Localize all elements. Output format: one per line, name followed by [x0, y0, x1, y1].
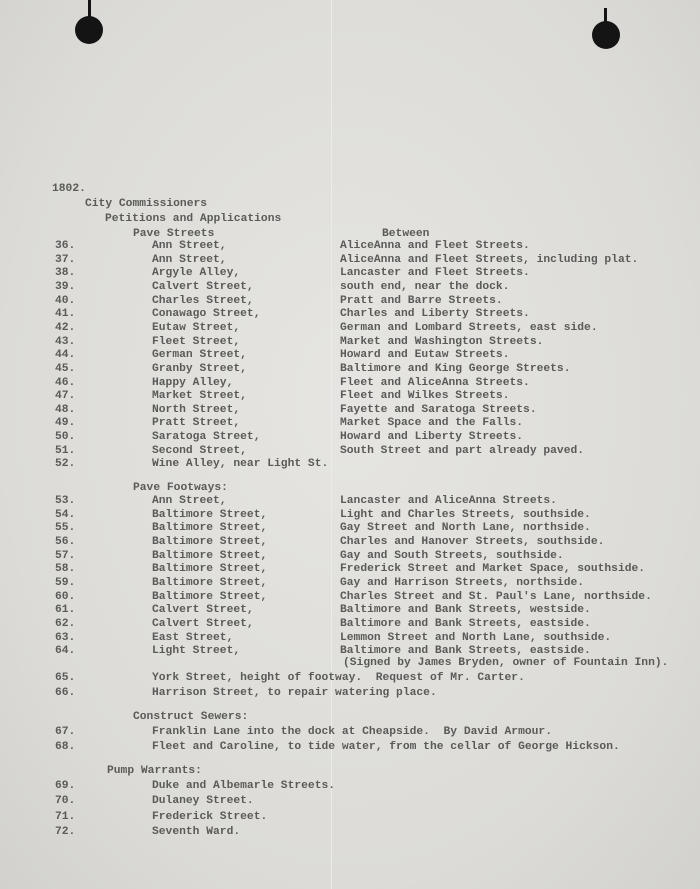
entry-between: German and Lombard Streets, east side.: [340, 321, 598, 334]
entry-number: 46.: [55, 376, 76, 389]
entry-between: Fayette and Saratoga Streets.: [340, 403, 537, 416]
entry-street: Ann Street,: [152, 240, 227, 252]
entry-street: Granby Street,: [152, 362, 247, 375]
entry-street: Pratt Street,: [152, 417, 241, 430]
entry-number: 38.: [55, 267, 76, 280]
entry-text: Duke and Albemarle Streets.: [152, 780, 336, 792]
entry-street: Fleet Street,: [152, 335, 241, 348]
punch-hole-right: [592, 21, 620, 49]
entry-street: Wine Alley, near Light St.: [152, 458, 329, 471]
section-pave-footways: Pave Footways:: [133, 482, 228, 494]
entry-number: 49.: [55, 417, 76, 430]
entry-number: 39.: [55, 280, 76, 293]
entry-between: Baltimore and Bank Streets, eastside.: [340, 617, 591, 630]
entry-between: Charles and Hanover Streets, southside.: [340, 535, 605, 548]
entry-number: 65.: [55, 672, 76, 684]
entry-between: Fleet and AliceAnna Streets.: [340, 376, 530, 389]
entry-street: North Street,: [152, 403, 241, 416]
entry-between: Fleet and Wilkes Streets.: [340, 390, 510, 403]
entry-street: Baltimore Street,: [152, 535, 268, 548]
entry-street: Market Street,: [152, 390, 247, 403]
entry-text: York Street, height of footway. Request of Mr. Carter.: [152, 672, 525, 684]
entry-street: East Street,: [152, 631, 234, 644]
entry-number: 60.: [55, 590, 76, 603]
entry-number: 47.: [55, 390, 76, 403]
entry-between: Baltimore and Bank Streets, eastside.: [340, 645, 591, 658]
entry-number: 72.: [55, 825, 76, 838]
document-subheading: Petitions and Applications: [105, 213, 282, 225]
entry-number: 55.: [55, 522, 76, 535]
entry-number: 59.: [55, 576, 76, 589]
entry-between: AliceAnna and Fleet Streets, including plat.: [340, 253, 639, 266]
entry-street: Baltimore Street,: [152, 549, 268, 562]
entry-between: Howard and Liberty Streets.: [340, 431, 524, 444]
entry-street: Light Street,: [152, 645, 241, 658]
page-fold: [331, 0, 332, 889]
entry-text: Fleet and Caroline, to tide water, from the cellar of George Hickson.: [152, 741, 620, 753]
entry-between: Gay Street and North Lane, northside.: [340, 522, 591, 535]
entry-street: Eutaw Street,: [152, 321, 241, 334]
entry-between: Gay and South Streets, southside.: [340, 549, 564, 562]
entry-text: Dulaney Street.: [152, 795, 254, 808]
entry-number: 52.: [55, 458, 76, 471]
entry-number: 37.: [55, 253, 76, 266]
entry-number: 69.: [55, 780, 76, 792]
entry-street: Ann Street,: [152, 253, 227, 266]
entry-street: Calvert Street,: [152, 617, 254, 630]
entry-number: 48.: [55, 403, 76, 416]
entry-number: 36.: [55, 240, 76, 252]
entry-number: 50.: [55, 431, 76, 444]
entry-between: Pratt and Barre Streets.: [340, 294, 503, 307]
section-pump-warrants: Pump Warrants:: [107, 765, 202, 777]
entry-street: German Street,: [152, 349, 247, 362]
entry-between: Frederick Street and Market Space, southside.: [340, 563, 646, 576]
punch-hole-left: [75, 16, 103, 44]
entry-number: 66.: [55, 687, 76, 699]
entry-number: 41.: [55, 308, 76, 321]
entry-between: AliceAnna and Fleet Streets.: [340, 240, 530, 252]
entry-number: 42.: [55, 321, 76, 334]
entry-number: 63.: [55, 631, 76, 644]
entry-number: 51.: [55, 444, 76, 457]
entry-street: Charles Street,: [152, 294, 254, 307]
entry-text: Frederick Street.: [152, 810, 268, 823]
entry-street: Calvert Street,: [152, 604, 254, 617]
entry-number: 70.: [55, 795, 76, 808]
entry-number: 57.: [55, 549, 76, 562]
entry-number: 43.: [55, 335, 76, 348]
entry-street: Conawago Street,: [152, 308, 261, 321]
entry-number: 44.: [55, 349, 76, 362]
entry-between: Light and Charles Streets, southside.: [340, 508, 591, 521]
entry-street: Baltimore Street,: [152, 522, 268, 535]
entry-between: Lancaster and AliceAnna Streets.: [340, 495, 557, 507]
section-construct-sewers: Construct Sewers:: [133, 711, 249, 723]
entry-street: Argyle Alley,: [152, 267, 241, 280]
entry-between: Market Space and the Falls.: [340, 417, 524, 430]
entry-text: Franklin Lane into the dock at Cheapside. By David Armour.: [152, 726, 552, 738]
entry-number: 71.: [55, 810, 76, 823]
entry-between: Lemmon Street and North Lane, southside.: [340, 631, 612, 644]
entry-number: 40.: [55, 294, 76, 307]
entry-street: Happy Alley,: [152, 376, 234, 389]
entry-between: Charles Street and St. Paul's Lane, northside.: [340, 590, 652, 603]
between-header: Between: [382, 228, 430, 240]
entry-street: Baltimore Street,: [152, 576, 268, 589]
section-pave-streets: Pave Streets: [133, 228, 215, 240]
entry-number: 58.: [55, 563, 76, 576]
entry-between: Market and Washington Streets.: [340, 335, 544, 348]
entry-street: Baltimore Street,: [152, 590, 268, 603]
entry-between: Charles and Liberty Streets.: [340, 308, 530, 321]
entry-text: Harrison Street, to repair watering place.: [152, 687, 437, 699]
entry-between: Howard and Eutaw Streets.: [340, 349, 510, 362]
entry-between: South Street and part already paved.: [340, 444, 585, 457]
document-year: 1802.: [52, 183, 86, 195]
entry-number: 61.: [55, 604, 76, 617]
entry-street: Calvert Street,: [152, 280, 254, 293]
entry-number: 54.: [55, 508, 76, 521]
entry-between: Baltimore and King George Streets.: [340, 362, 571, 375]
entry-between: Lancaster and Fleet Streets.: [340, 267, 530, 280]
document-heading: City Commissioners: [85, 198, 208, 210]
entry-number: 56.: [55, 535, 76, 548]
entry-number: 67.: [55, 726, 76, 738]
signed-note: (Signed by James Bryden, owner of Fountain Inn).: [343, 657, 669, 669]
entry-street: Saratoga Street,: [152, 431, 261, 444]
entry-between: Baltimore and Bank Streets, westside.: [340, 604, 591, 617]
entry-street: Baltimore Street,: [152, 508, 268, 521]
entry-number: 68.: [55, 741, 76, 753]
entry-number: 45.: [55, 362, 76, 375]
entry-number: 53.: [55, 495, 76, 507]
entry-text: Seventh Ward.: [152, 825, 241, 838]
entry-between: Gay and Harrison Streets, northside.: [340, 576, 585, 589]
entry-street: Ann Street,: [152, 495, 227, 507]
entry-number: 64.: [55, 645, 76, 658]
entry-between: south end, near the dock.: [340, 280, 510, 293]
entry-street: Baltimore Street,: [152, 563, 268, 576]
entry-number: 62.: [55, 617, 76, 630]
entry-street: Second Street,: [152, 444, 247, 457]
